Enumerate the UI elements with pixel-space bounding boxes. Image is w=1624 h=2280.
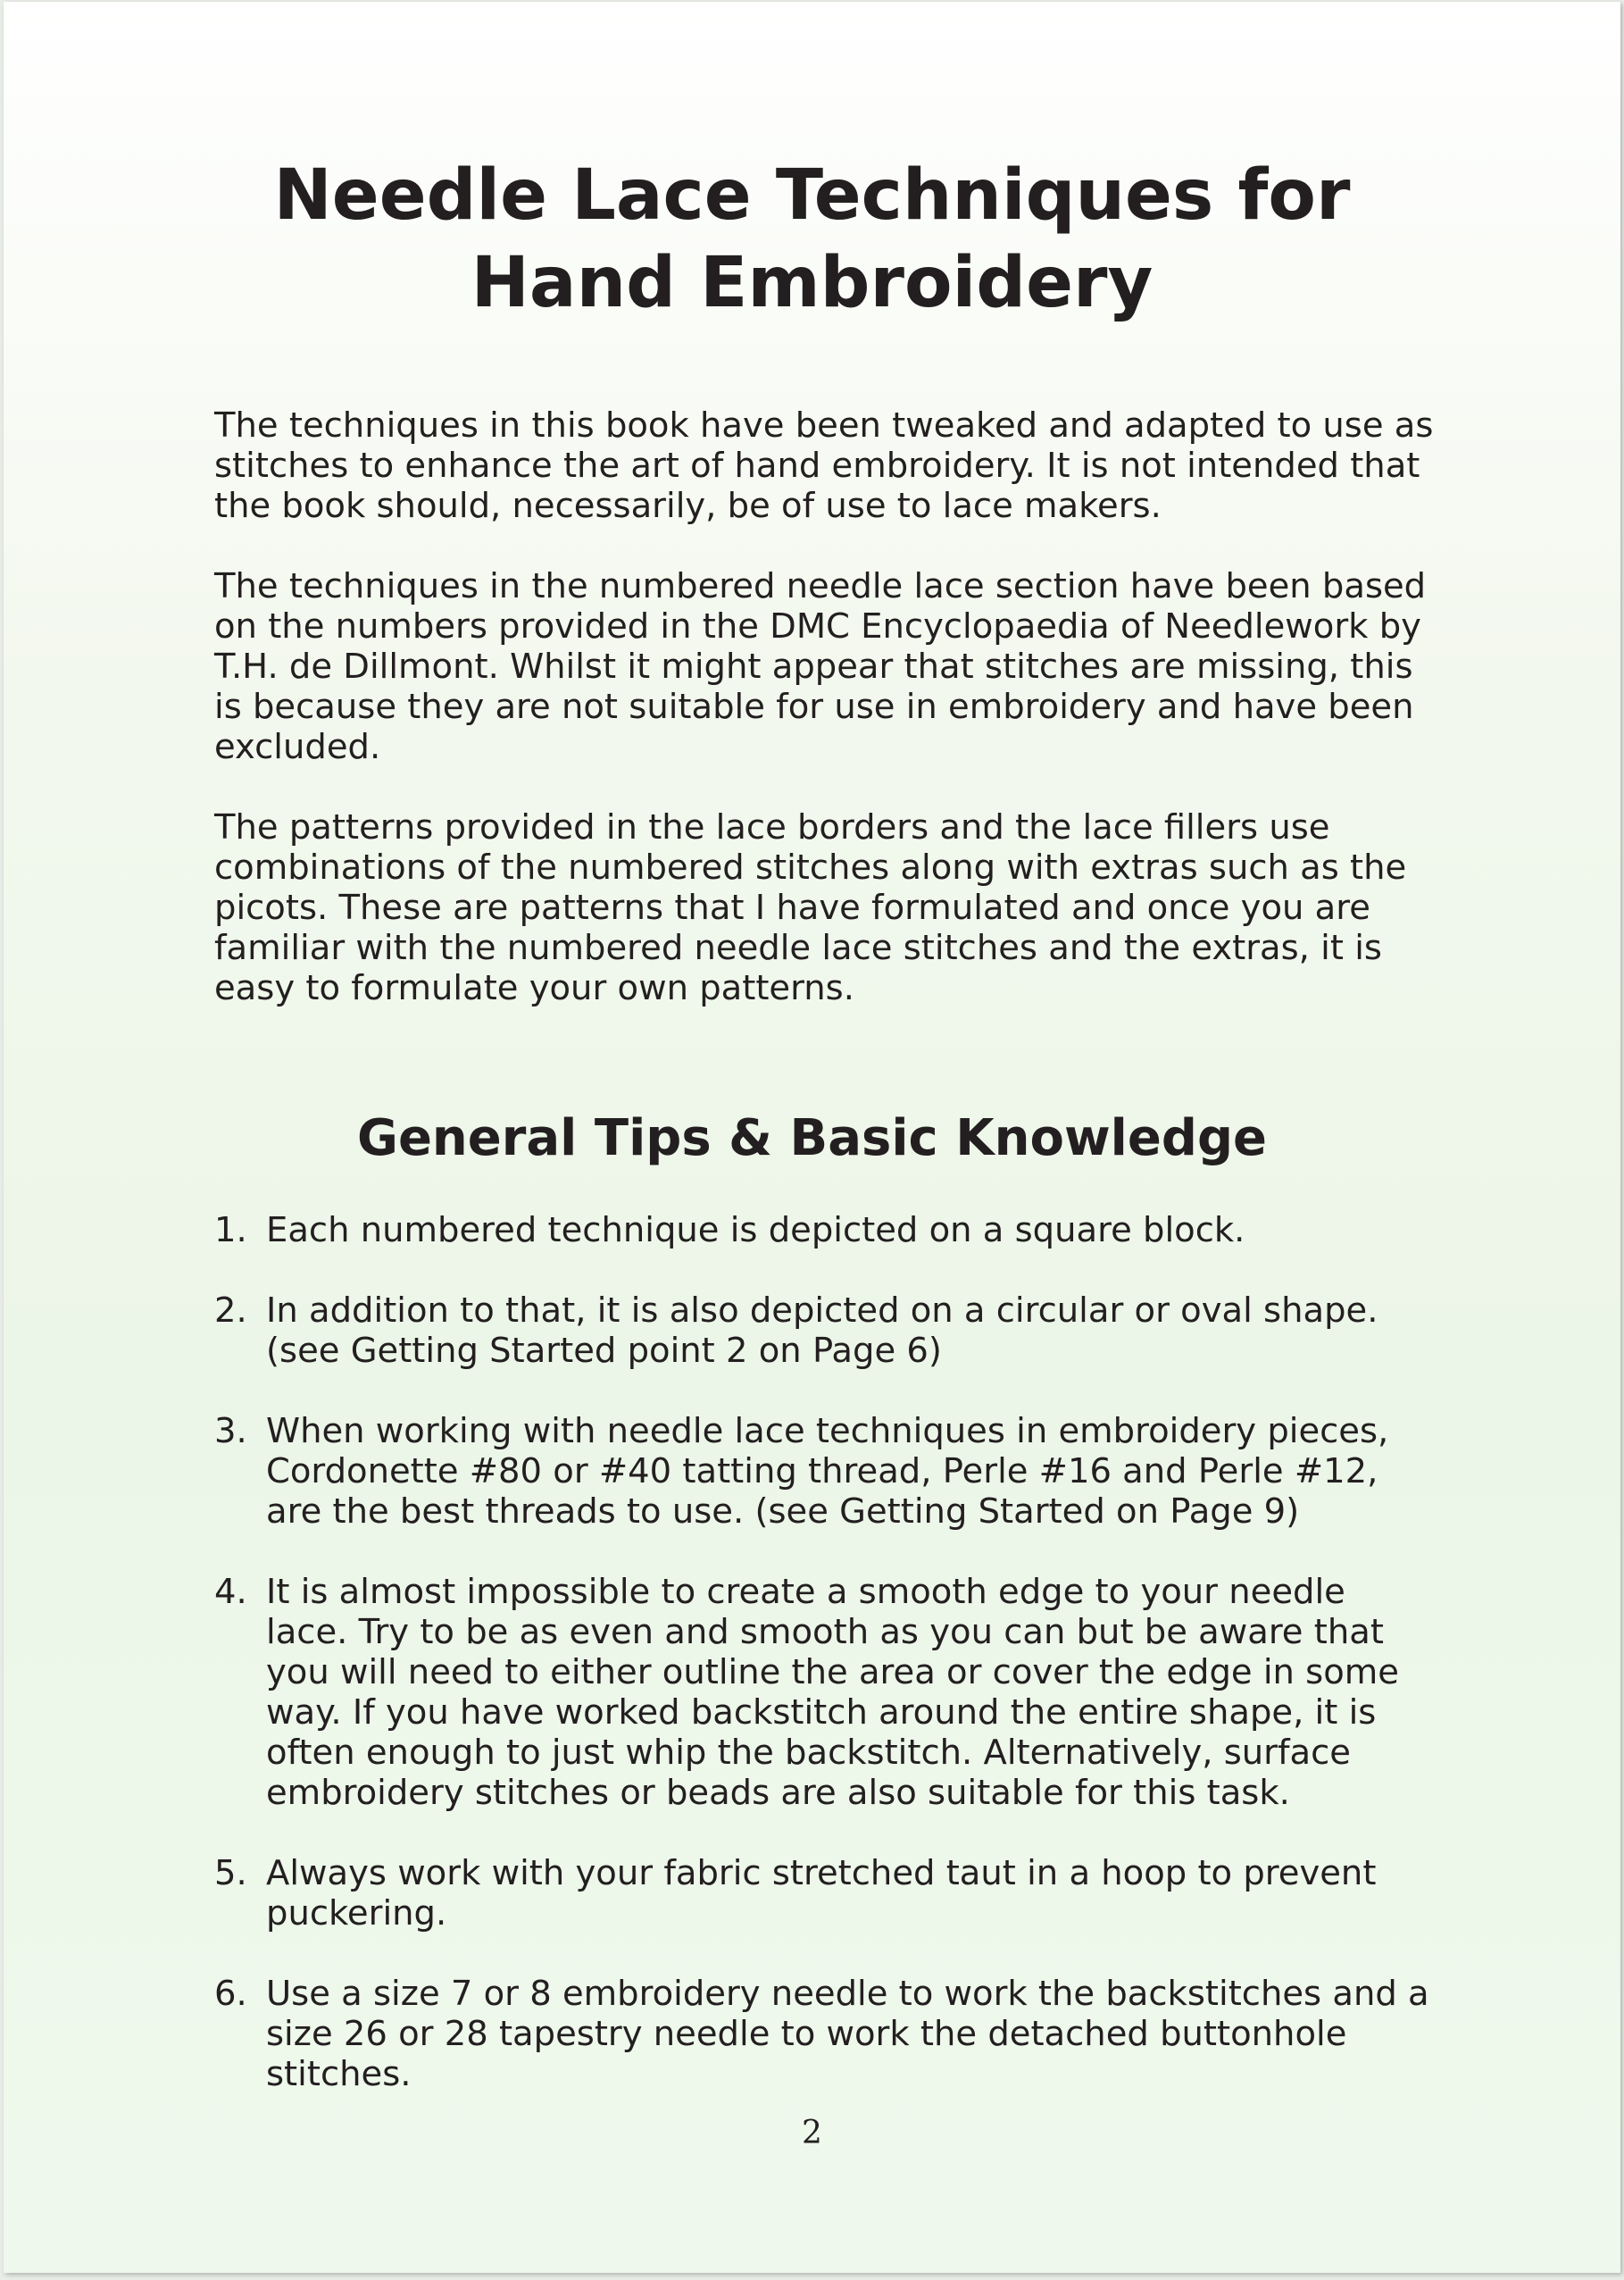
intro-paragraph (214, 405, 1464, 526)
page-title (4, 152, 1620, 327)
text-line: Each numbered technique is depicted on a square block. (266, 1210, 1245, 1250)
section-heading: General Tips & Basic Knowledge (356, 1109, 1268, 1167)
text-line: puckering. (266, 1893, 447, 1933)
text-line: combinations of the numbered stitches along with extras such as the (214, 848, 1407, 888)
intro-section (214, 405, 1464, 1048)
page-number: 2 (802, 2115, 822, 2151)
text-line: The patterns provided in the lace borders and the lace fillers use (214, 807, 1330, 848)
text-line: When working with needle lace techniques in embroidery pieces, (266, 1411, 1389, 1451)
tip-number: 2. (214, 1290, 247, 1331)
tip-item (214, 1853, 1464, 1933)
text-line: is because they are not suitable for use in embroidery and have been (214, 687, 1414, 727)
text-line: It is almost impossible to create a smooth edge to your needle (266, 1572, 1345, 1612)
intro-paragraph (214, 807, 1464, 1008)
text-line: The techniques in this book have been tweaked and adapted to use as (214, 405, 1434, 446)
text-line: on the numbers provided in the DMC Encyclopaedia of Needlework by (214, 606, 1421, 647)
text-line: stitches to enhance the art of hand embroidery. It is not intended that (214, 446, 1420, 486)
text-line: picots. These are patterns that I have formulated and once you are (214, 888, 1370, 928)
text-line: The techniques in the numbered needle lace section have been based (214, 566, 1427, 606)
text-line: you will need to either outline the area or cover the edge in some (266, 1652, 1399, 1692)
title-line: Needle Lace Techniques for (273, 155, 1351, 236)
text-line: easy to formulate your own patterns. (214, 968, 854, 1008)
tip-item (214, 1974, 1464, 2094)
title-line: Hand Embroidery (471, 243, 1153, 323)
text-line: In addition to that, it is also depicted on a circular or oval shape. (266, 1290, 1378, 1331)
intro-paragraph (214, 566, 1464, 767)
text-line: lace. Try to be as even and smooth as you can but be aware that (266, 1612, 1384, 1652)
document-page (4, 2, 1620, 2273)
tip-number: 5. (214, 1853, 247, 1893)
text-line: familiar with the numbered needle lace stitches and the extras, it is (214, 928, 1382, 968)
text-line: size 26 or 28 tapestry needle to work the detached buttonhole (266, 2014, 1347, 2054)
tip-item (214, 1572, 1464, 1813)
text-line: Always work with your fabric stretched taut in a hoop to prevent (266, 1853, 1377, 1893)
text-line: (see Getting Started point 2 on Page 6) (266, 1331, 942, 1371)
tip-number: 6. (214, 1974, 247, 2014)
text-line: excluded. (214, 727, 381, 767)
tip-item (214, 1411, 1464, 1532)
text-line: stitches. (266, 2054, 412, 2094)
tip-number: 4. (214, 1572, 247, 1612)
text-line: way. If you have worked backstitch around the entire shape, it is (266, 1692, 1377, 1733)
tip-number: 3. (214, 1411, 247, 1451)
tip-number: 1. (214, 1210, 247, 1250)
text-line: Cordonette #80 or #40 tatting thread, Perle #16 and Perle #12, (266, 1451, 1378, 1491)
tip-item (214, 1210, 1464, 1250)
text-line: are the best threads to use. (see Getting Started on Page 9) (266, 1491, 1300, 1532)
text-line: Use a size 7 or 8 embroidery needle to work the backstitches and a (266, 1974, 1429, 2014)
text-line: often enough to just whip the backstitch. Alternatively, surface (266, 1733, 1351, 1773)
text-line: embroidery stitches or beads are also suitable for this task. (266, 1773, 1290, 1813)
tips-list (214, 1210, 1464, 2134)
text-line: T.H. de Dillmont. Whilst it might appear that stitches are missing, this (214, 647, 1413, 687)
tip-item (214, 1290, 1464, 1371)
text-line: the book should, necessarily, be of use to lace makers. (214, 486, 1162, 526)
